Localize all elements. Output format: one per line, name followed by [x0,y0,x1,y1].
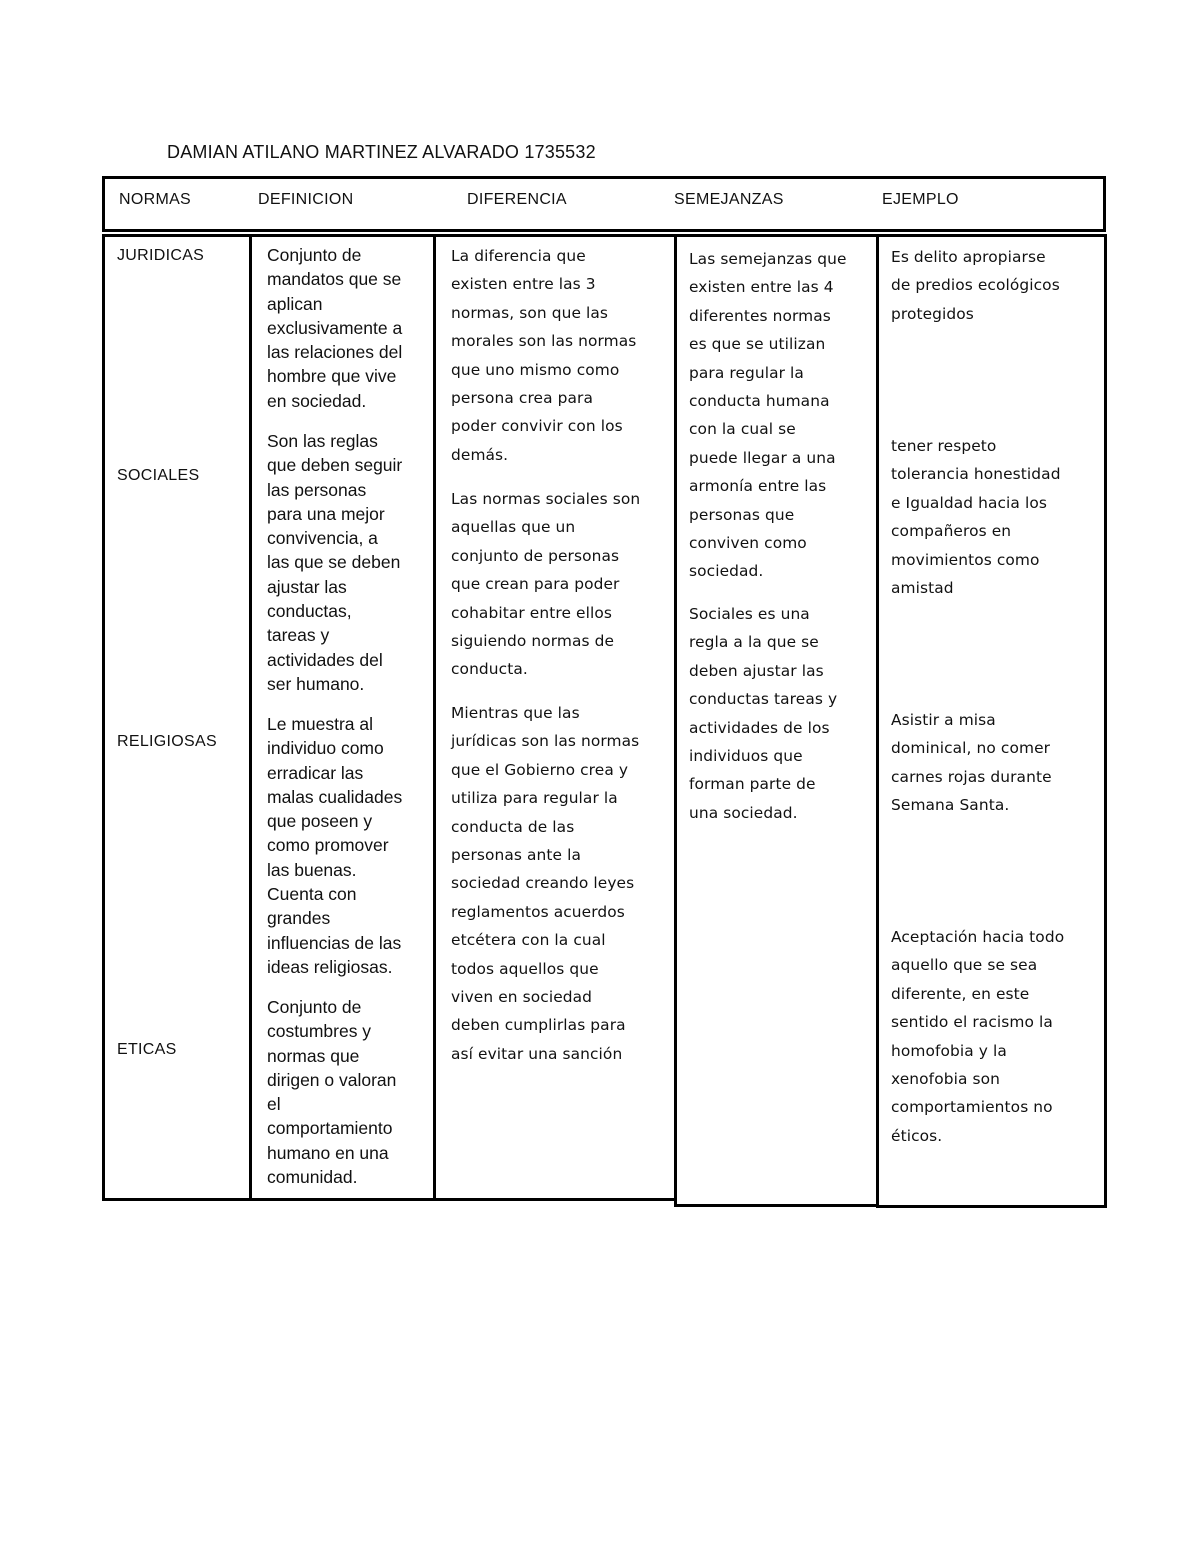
text-line: tareas y [267,625,330,646]
semejanzas-parrafo-1 [689,245,847,586]
header-ejemplo: EJEMPLO [882,191,959,208]
text-line: erradicar las [267,762,364,783]
diferencia-parrafo-2 [451,485,640,684]
text-line: mandatos que se [267,269,402,290]
text-line: amistad [891,579,954,598]
text-line: tener respeto [891,437,997,455]
text-line: sociedad. [689,562,764,581]
text-line: La diferencia que [451,247,586,265]
text-line: existen entre las 3 [451,275,596,294]
text-line: protegidos [891,304,974,323]
text-line: regla a la que se [689,633,819,652]
text-line: deben cumplirlas para [451,1016,626,1035]
text-line: es que se utilizan [689,335,826,354]
text-line: Son las reglas [267,431,378,451]
text-line: individuos que [689,747,803,766]
text-line: dominical, no comer [891,739,1051,758]
ejemplo-juridicas [891,243,1060,328]
text-line: xenofobia son [891,1070,1000,1089]
text-line: sentido el racismo la [891,1013,1053,1032]
text-line: grandes [267,908,331,929]
text-line: Semana Santa. [891,796,1010,815]
text-line: puede llegar a una [689,448,836,467]
text-line: etcétera con la cual [451,931,606,950]
text-line: Sociales es una [689,605,810,623]
text-line: viven en sociedad [451,988,593,1007]
text-line: normas que [267,1045,360,1066]
text-line: Las semejanzas que [689,250,847,268]
text-line: las relaciones del [267,342,403,363]
text-line: sociedad creando leyes [451,874,635,893]
text-line: Conjunto de [267,245,362,265]
text-line: comportamiento [267,1118,393,1139]
text-line: Asistir a misa [891,711,996,729]
row-label-eticas: ETICAS [117,1041,177,1058]
text-line: Cuenta con [267,884,357,905]
text-line: ideas religiosas. [267,956,393,977]
text-line: personas ante la [451,846,581,865]
row-label-sociales: SOCIALES [117,467,200,484]
text-line: costumbres y [267,1021,372,1042]
text-line: que poseen y [267,811,373,832]
text-line: con la cual se [689,420,796,439]
text-line: aplican [267,293,323,314]
text-line: utiliza para regular la [451,789,618,808]
text-line: individuo como [267,738,384,759]
text-line: armonía entre las [689,477,827,496]
text-line: comportamientos no [891,1098,1053,1117]
text-line: actividades de los [689,718,830,737]
text-line: Conjunto de [267,997,362,1017]
text-line: conducta de las [451,817,575,836]
text-line: deben ajustar las [689,661,824,680]
row-label-religiosas: RELIGIOSAS [117,733,217,750]
text-line: malas cualidades [267,786,403,807]
text-line: que el Gobierno crea y [451,760,629,779]
definicion-sociales [267,429,402,696]
text-line: jurídicas son las normas [451,732,640,751]
text-line: conjunto de personas [451,546,620,565]
text-line: diferente, en este [891,984,1030,1003]
text-line: actividades del [267,649,383,670]
text-line: conviven como [689,534,807,553]
text-line: tolerancia honestidad [891,465,1061,484]
text-line: las personas [267,479,367,500]
semejanzas-parrafo-2 [689,600,837,827]
document-title: DAMIAN ATILANO MARTINEZ ALVARADO 1735532 [167,142,596,162]
text-line: que crean para poder [451,575,620,594]
table-header [102,176,1106,232]
text-line: como promover [267,835,389,856]
text-line: las buenas. [267,859,357,880]
text-line: normas, son que las [451,303,609,322]
text-line: humano en una [267,1142,389,1163]
text-line: demás. [451,445,509,464]
text-line: persona crea para [451,389,593,408]
text-line: carnes rojas durante [891,767,1052,786]
text-line: una sociedad. [689,803,798,822]
text-line: morales son las normas [451,332,637,351]
text-line: Aceptación hacia todo [891,928,1065,946]
text-line: forman parte de [689,775,816,794]
definicion-religiosas [267,712,402,979]
row-label-juridicas: JURIDICAS [117,247,205,264]
text-line: el [267,1094,281,1115]
text-line: aquellas que un [451,518,576,537]
text-line: que uno mismo como [451,360,620,379]
text-line: de predios ecológicos [891,276,1060,295]
text-line: conducta humana [689,392,830,411]
text-line: movimientos como [891,550,1040,569]
ejemplo-religiosas [891,706,1052,820]
definicion-juridicas [267,243,402,413]
text-line: diferentes normas [689,306,831,325]
text-line: que deben seguir [267,455,403,476]
text-line: todos aquellos que [451,959,599,978]
header-diferencia: DIFERENCIA [467,191,567,208]
text-line: ser humano. [267,673,365,694]
text-line: conductas, [267,601,352,622]
definicion-eticas [267,995,396,1189]
text-line: éticos. [891,1126,943,1145]
text-line: Las normas sociales son [451,490,641,508]
text-line: dirigen o valoran [267,1069,397,1090]
text-line: conductas tareas y [689,690,838,709]
text-line: en sociedad. [267,390,367,411]
ejemplo-sociales [891,432,1061,602]
header-definicion: DEFINICION [258,191,354,208]
ejemplo-eticas [891,923,1064,1150]
text-line: hombre que vive [267,366,397,387]
text-line: así evitar una sanción [451,1044,623,1063]
text-line: para una mejor [267,503,385,524]
text-line: Mientras que las [451,704,580,722]
text-line: convivencia, a [267,528,378,549]
text-line: Le muestra al [267,714,374,734]
text-line: las que se deben [267,552,401,573]
text-line: homofobia y la [891,1041,1007,1060]
diferencia-parrafo-3 [451,699,639,1068]
text-line: reglamentos acuerdos [451,902,625,921]
text-line: poder convivir con los [451,417,623,436]
text-line: aquello que se sea [891,956,1038,975]
text-line: para regular la [689,363,804,382]
header-normas: NORMAS [119,191,192,208]
text-line: cohabitar entre ellos [451,603,612,622]
text-line: existen entre las 4 [689,278,834,297]
header-semejanzas: SEMEJANZAS [674,191,784,208]
text-line: compañeros en [891,522,1012,541]
text-line: Es delito apropiarse [891,248,1046,266]
text-line: e Igualdad hacia los [891,493,1047,512]
text-line: comunidad. [267,1167,358,1188]
text-line: siguiendo normas de [451,632,615,651]
text-line: conducta. [451,660,528,679]
text-line: personas que [689,505,795,524]
text-line: ajustar las [267,576,347,597]
text-line: influencias de las [267,932,402,953]
text-line: exclusivamente a [267,317,403,338]
diferencia-parrafo-1 [451,242,636,469]
